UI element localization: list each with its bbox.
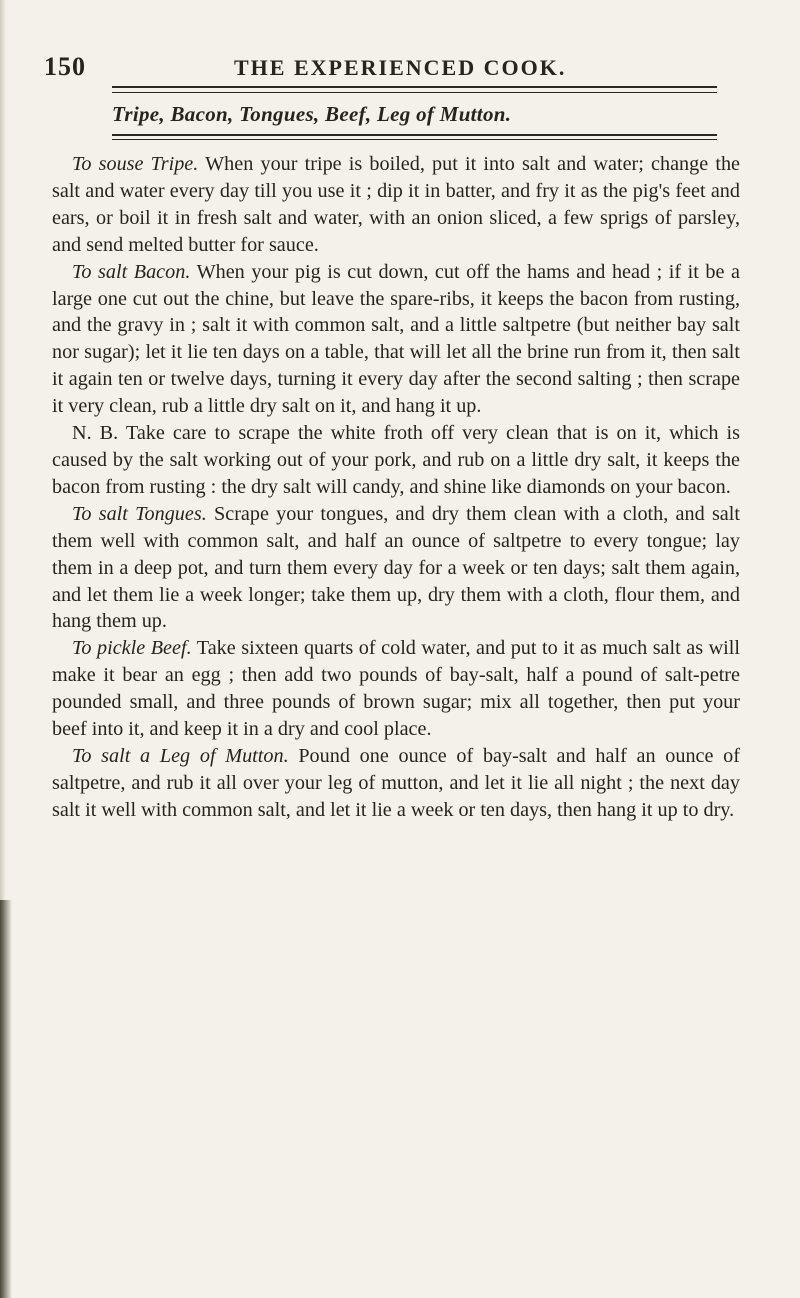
recipe-heading: To souse Tripe. [72,153,199,175]
recipe-paragraph-nota-bene [52,420,740,501]
recipe-paragraph-pickle-beef [52,635,740,743]
recipe-paragraph-salt-bacon [52,259,740,420]
recipe-paragraph-salt-mutton [52,743,740,824]
recipe-paragraph-souse-tripe [52,151,740,259]
title-rule-thin [112,139,717,140]
binding-shadow [0,900,12,1298]
recipe-body: Take sixteen quarts of cold water, and put to it as much salt as will make it bear an egg ; then add two pounds of bay-salt, half a pound of salt-petre pounded small, and three pounds of brown sugar; mix all together, then put your beef into it, and keep it in a dry and cool place. [52,637,740,741]
recipe-body: When your pig is cut down, cut off the hams and head ; if it be a large one cut out the chine, but leave the spare-ribs, it keeps the bacon from rusting, and the gravy in ; salt it with common salt, and a little saltpetre (but neither bay salt nor sugar); let it lie ten days on a table, that will let all the brine run from it, then salt it again ten or twelve days, turning it every day after the second salting ; then scrape it very clean, rub a little dry salt on it, and hang it up. [52,260,740,418]
recipe-body: Pound one ounce of bay-salt and half an ounce of saltpetre, and rub it all over your leg of mutton, and let it lie all night ; the next day salt it well with common salt, and let it lie a week or ten days, then hang it up to dry. [52,744,740,821]
header-rule [112,86,717,88]
recipe-text [52,151,740,824]
page-number: 150 [44,52,86,81]
page-header [44,52,734,82]
title-rule [112,134,717,136]
running-head: THE EXPERIENCED COOK. [234,55,567,80]
section-title: Tripe, Bacon, Tongues, Beef, Leg of Mutton. [112,102,512,126]
recipe-body: When your tripe is boiled, put it into salt and water; change the salt and water every day till you use it ; dip it in batter, and fry it as the pig's feet and ears, or boil it in fresh salt and water, with an onion sliced, a few sprigs of parsley, and send melted butter for sauce. [52,153,741,256]
recipe-heading: To salt Tongues. [72,502,207,525]
recipe-heading: To salt a Leg of Mutton. [72,744,289,767]
header-rule-thin [112,92,717,93]
recipe-body: Scrape your tongues, and dry them clean with a cloth, and salt them well with common salt, and half an ounce of saltpetre to every tongue; lay them in a deep pot, and turn them every day for a week or ten days; salt them again, and let them lie a week longer; take them up, dry them with a cloth, flour them, and hang them up. [52,502,740,633]
recipe-heading: To pickle Beef. [72,637,192,660]
note-heading: N. B. [72,422,119,445]
recipe-body: Take care to scrape the white froth off very clean that is on it, which is caused by the salt working out of your pork, and rub on a little dry salt, it keeps the bacon from rusting : the dry salt will candy, and shine like diamonds on your bacon. [52,422,740,498]
recipe-paragraph-salt-tongues [52,501,740,636]
recipe-heading: To salt Bacon. [72,260,191,283]
